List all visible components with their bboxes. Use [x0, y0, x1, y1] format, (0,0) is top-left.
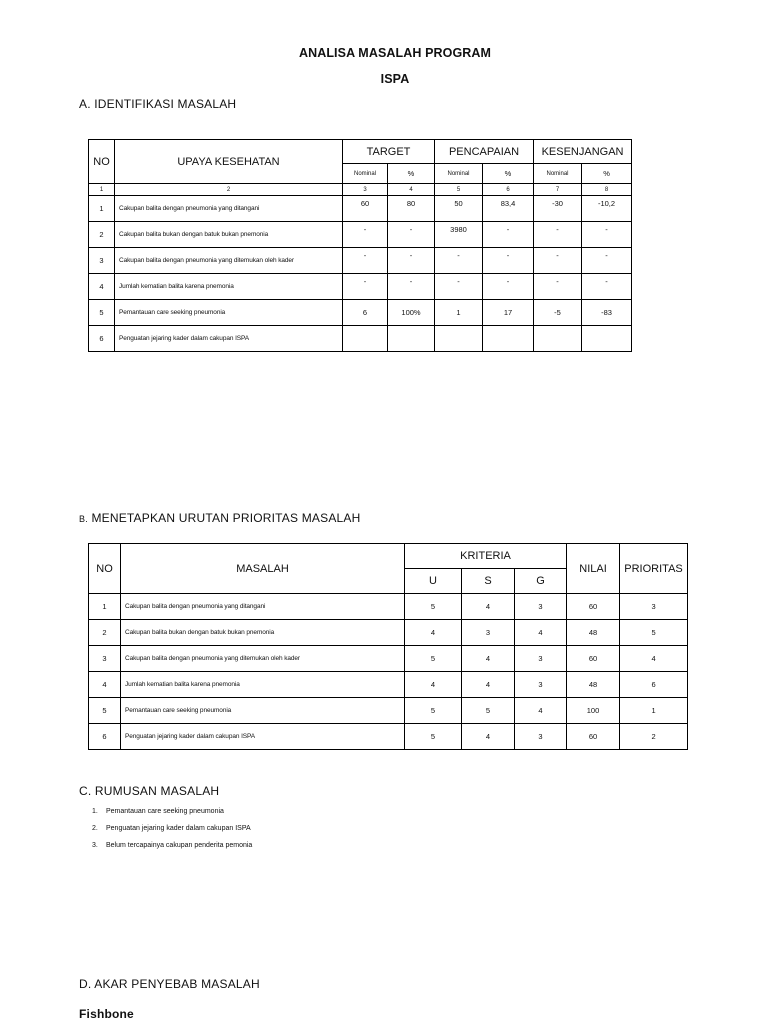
- subcol-pct: %: [582, 164, 632, 184]
- row-pencapaian-pct: [483, 326, 534, 352]
- row-prioritas: 5: [620, 620, 688, 646]
- row-kesenjangan-pct: -: [582, 248, 632, 274]
- row-pencapaian-nominal: 1: [435, 300, 483, 326]
- row-pencapaian-nominal: -: [435, 274, 483, 300]
- row-kesenjangan-nominal: -5: [534, 300, 582, 326]
- row-no: 6: [89, 326, 115, 352]
- row-upaya: Cakupan balita bukan dengan batuk bukan pnemonia: [115, 222, 343, 248]
- subcol-u: U: [405, 569, 462, 594]
- row-prioritas: 4: [620, 646, 688, 672]
- row-no: 3: [89, 248, 115, 274]
- list-item-number: 2.: [92, 825, 98, 832]
- row-target-pct: -: [388, 248, 435, 274]
- row-target-nominal: -: [343, 248, 388, 274]
- row-g: 4: [515, 698, 567, 724]
- table-row: [89, 274, 632, 300]
- prioritas-table-body: [89, 594, 688, 750]
- prioritas-table: [88, 543, 688, 750]
- row-g: 3: [515, 724, 567, 750]
- doc-title-line1: ANALISA MASALAH PROGRAM: [298, 46, 492, 60]
- identifikasi-table-body: [89, 196, 632, 352]
- subcol-nominal: Nominal: [534, 164, 582, 184]
- list-item-text: Belum tercapainya cakupan penderita pemonia: [106, 842, 253, 849]
- row-no: 5: [89, 300, 115, 326]
- col-nilai-header: NILAI: [567, 544, 620, 594]
- section-a-heading: A. IDENTIFIKASI MASALAH: [79, 97, 237, 111]
- subcol-g: G: [515, 569, 567, 594]
- col-target-header: TARGET: [343, 140, 435, 164]
- row-target-nominal: -: [343, 274, 388, 300]
- row-upaya: Penguatan jejaring kader dalam cakupan ISPA: [115, 326, 343, 352]
- row-masalah: Penguatan jejaring kader dalam cakupan ISPA: [121, 724, 405, 750]
- row-target-pct: 100%: [388, 300, 435, 326]
- row-prioritas: 6: [620, 672, 688, 698]
- table-row: [89, 698, 688, 724]
- row-no: 1: [89, 594, 121, 620]
- row-target-nominal: 6: [343, 300, 388, 326]
- doc-title-line2: ISPA: [380, 72, 410, 86]
- list-item: [92, 825, 252, 842]
- row-no: 2: [89, 620, 121, 646]
- section-c-heading: C. RUMUSAN MASALAH: [79, 784, 220, 798]
- col-kriteria-header: KRITERIA: [405, 544, 567, 569]
- row-pencapaian-nominal: 3980: [435, 222, 483, 248]
- row-nilai: 60: [567, 646, 620, 672]
- row-pencapaian-pct: 17: [483, 300, 534, 326]
- list-item-text: Penguatan jejaring kader dalam cakupan ISPA: [106, 825, 251, 832]
- row-masalah: Cakupan balita bukan dengan batuk bukan pnemonia: [121, 620, 405, 646]
- list-item: [92, 808, 252, 825]
- col-number: 5: [435, 184, 483, 196]
- table-row: [89, 326, 632, 352]
- row-g: 3: [515, 646, 567, 672]
- table-row: [89, 300, 632, 326]
- col-number: 6: [483, 184, 534, 196]
- row-s: 4: [462, 594, 515, 620]
- section-d-heading: D. AKAR PENYEBAB MASALAH: [79, 977, 260, 991]
- row-g: 4: [515, 620, 567, 646]
- row-no: 3: [89, 646, 121, 672]
- row-kesenjangan-nominal: -30: [534, 196, 582, 222]
- row-pencapaian-nominal: -: [435, 248, 483, 274]
- row-u: 5: [405, 646, 462, 672]
- table-row: [89, 646, 688, 672]
- table-row: [89, 196, 632, 222]
- fishbone-label: Fishbone: [79, 1007, 134, 1021]
- row-kesenjangan-pct: [582, 326, 632, 352]
- row-masalah: Pemantauan care seeking pneumonia: [121, 698, 405, 724]
- row-g: 3: [515, 672, 567, 698]
- col-number: 3: [343, 184, 388, 196]
- row-kesenjangan-nominal: -: [534, 248, 582, 274]
- table-row: [89, 222, 632, 248]
- row-target-nominal: [343, 326, 388, 352]
- col-number: 4: [388, 184, 435, 196]
- col-number: 2: [115, 184, 343, 196]
- row-upaya: Cakupan balita dengan pneumonia yang ditemukan oleh kader: [115, 248, 343, 274]
- row-target-pct: -: [388, 274, 435, 300]
- row-no: 2: [89, 222, 115, 248]
- row-nilai: 100: [567, 698, 620, 724]
- row-g: 3: [515, 594, 567, 620]
- rumusan-list: [92, 808, 252, 859]
- subcol-nominal: Nominal: [435, 164, 483, 184]
- row-masalah: Cakupan balita dengan pneumonia yang ditangani: [121, 594, 405, 620]
- col-masalah-header: MASALAH: [121, 544, 405, 594]
- row-masalah: Cakupan balita dengan pneumonia yang ditemukan oleh kader: [121, 646, 405, 672]
- table-row: [89, 594, 688, 620]
- row-kesenjangan-pct: -83: [582, 300, 632, 326]
- list-item-text: Pemantauan care seeking pneumonia: [106, 808, 224, 815]
- row-u: 5: [405, 698, 462, 724]
- row-prioritas: 2: [620, 724, 688, 750]
- row-s: 4: [462, 672, 515, 698]
- row-no: 5: [89, 698, 121, 724]
- row-target-pct: -: [388, 222, 435, 248]
- section-b-heading-prefix: B.: [79, 514, 88, 524]
- row-nilai: 48: [567, 620, 620, 646]
- col-no-header: NO: [89, 544, 121, 594]
- row-target-pct: 80: [388, 196, 435, 222]
- subcol-pct: %: [483, 164, 534, 184]
- row-s: 4: [462, 646, 515, 672]
- table-row: [89, 672, 688, 698]
- row-prioritas: 3: [620, 594, 688, 620]
- col-upaya-header: UPAYA KESEHATAN: [115, 140, 343, 184]
- row-pencapaian-pct: -: [483, 222, 534, 248]
- row-nilai: 48: [567, 672, 620, 698]
- list-item-number: 3.: [92, 842, 98, 849]
- row-no: 6: [89, 724, 121, 750]
- row-pencapaian-pct: -: [483, 248, 534, 274]
- row-upaya: Cakupan balita dengan pneumonia yang ditangani: [115, 196, 343, 222]
- row-kesenjangan-nominal: [534, 326, 582, 352]
- row-prioritas: 1: [620, 698, 688, 724]
- row-u: 4: [405, 620, 462, 646]
- row-no: 4: [89, 274, 115, 300]
- row-kesenjangan-nominal: -: [534, 274, 582, 300]
- row-no: 4: [89, 672, 121, 698]
- col-number: 8: [582, 184, 632, 196]
- row-pencapaian-nominal: 50: [435, 196, 483, 222]
- row-pencapaian-pct: 83,4: [483, 196, 534, 222]
- row-kesenjangan-nominal: -: [534, 222, 582, 248]
- list-item-number: 1.: [92, 808, 98, 815]
- row-s: 3: [462, 620, 515, 646]
- row-pencapaian-nominal: [435, 326, 483, 352]
- col-pencapaian-header: PENCAPAIAN: [435, 140, 534, 164]
- row-s: 5: [462, 698, 515, 724]
- row-nilai: 60: [567, 724, 620, 750]
- row-kesenjangan-pct: -: [582, 274, 632, 300]
- row-pencapaian-pct: -: [483, 274, 534, 300]
- table-row: [89, 724, 688, 750]
- section-b-heading: [79, 511, 361, 525]
- row-target-nominal: 60: [343, 196, 388, 222]
- subcol-pct: %: [388, 164, 435, 184]
- col-number: 7: [534, 184, 582, 196]
- row-u: 5: [405, 724, 462, 750]
- identifikasi-table: [88, 139, 632, 352]
- row-masalah: Jumlah kematian balita karena pnemonia: [121, 672, 405, 698]
- row-target-nominal: -: [343, 222, 388, 248]
- section-b-heading-text: MENETAPKAN URUTAN PRIORITAS MASALAH: [91, 511, 361, 525]
- col-no-header: NO: [89, 140, 115, 184]
- col-prioritas-header: PRIORITAS: [620, 544, 688, 594]
- row-no: 1: [89, 196, 115, 222]
- row-upaya: Pemantauan care seeking pneumonia: [115, 300, 343, 326]
- list-item: [92, 842, 252, 859]
- row-target-pct: [388, 326, 435, 352]
- row-s: 4: [462, 724, 515, 750]
- row-kesenjangan-pct: -: [582, 222, 632, 248]
- table-row: [89, 620, 688, 646]
- col-number: 1: [89, 184, 115, 196]
- subcol-nominal: Nominal: [343, 164, 388, 184]
- row-u: 4: [405, 672, 462, 698]
- row-upaya: Jumlah kematian balita karena pnemonia: [115, 274, 343, 300]
- row-u: 5: [405, 594, 462, 620]
- subcol-s: S: [462, 569, 515, 594]
- table-row: [89, 248, 632, 274]
- row-nilai: 60: [567, 594, 620, 620]
- col-kesenjangan-header: KESENJANGAN: [534, 140, 632, 164]
- row-kesenjangan-pct: -10,2: [582, 196, 632, 222]
